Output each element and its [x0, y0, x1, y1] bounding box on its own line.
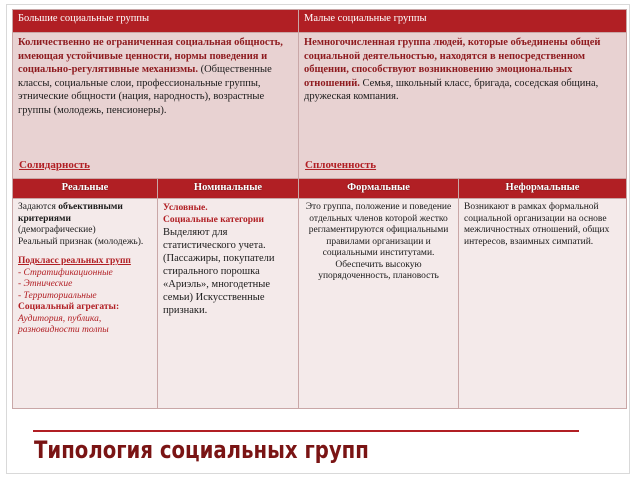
header-large-groups: Большие социальные группы: [13, 10, 299, 33]
real-item: - Территориальные: [18, 290, 97, 301]
real-line1: Задаются: [18, 202, 59, 212]
real-groups-cell: [13, 199, 158, 409]
large-definition-examples: (Общественные классы, социальные слои, профессиональные группы, этнические общности (нация, народность), возрастные группы (молодежь, пенсионеры).: [18, 64, 272, 116]
real-aggregates: Социальный агрегаты:: [18, 302, 120, 312]
typology-table: [12, 9, 627, 409]
real-line2: (демографические): [18, 225, 96, 235]
informal-groups-cell: Возникают в рамках формальной социальной организации на основе межличностных отношений, общих интересов, взаимных симпатий.: [459, 199, 627, 409]
details-row: [13, 199, 627, 409]
nominal-red1: Условные.: [163, 203, 208, 213]
real-line3: Реальный признак (молодежь).: [18, 236, 144, 247]
real-item: - Стратификационные: [18, 267, 113, 278]
type-real: Реальные: [13, 179, 158, 199]
small-definition-bold: Немногочисленная группа людей, которые объединены общей социальной деятельностью, находятся в непосредственном общении, способствуют возникновению эмоциональных отношений.: [304, 37, 601, 89]
type-formal: Формальные: [299, 179, 459, 199]
nominal-groups-cell: [158, 199, 299, 409]
real-subclass: Подкласс реальных групп: [18, 256, 131, 266]
real-item: - Этнические: [18, 279, 73, 289]
large-key-term: Солидарность: [19, 158, 90, 171]
header-small-groups: Малые социальные группы: [299, 10, 627, 33]
large-definition-bold: Количественно не ограниченная социальная общность, имеющая устойчивые ценности, нормы поведения и социально-регулятивные механизмы.: [18, 37, 283, 75]
type-informal: Неформальные: [459, 179, 627, 199]
real-criteria: объективными критериями: [18, 202, 123, 224]
large-groups-definition: [13, 33, 299, 179]
real-aggregates-text: Аудитория, публика, разновидности толпы: [18, 313, 109, 335]
small-definition-examples: Семья, школьный класс, бригада, соседская община, дружеская компания.: [304, 77, 599, 102]
type-nominal: Номинальные: [158, 179, 299, 199]
types-row: [13, 179, 627, 199]
nominal-text: Выделяют для статистического учета. (Пассажиры, покупатели стирального порошка «Ариэль», многодетные семьи) Искусственные признаки.: [163, 227, 275, 316]
nominal-red2: Социальные категории: [163, 215, 265, 225]
header-row: [13, 10, 627, 33]
formal-groups-cell: Это группа, положение и поведение отдельных членов которой жестко регламентируются официальными правилами организации и социальными институтами. Обеспечить высокую упорядоченность, плановость: [299, 199, 459, 409]
slide-title: Типология социальных групп: [34, 436, 369, 464]
small-key-term: Сплоченность: [305, 158, 377, 171]
small-groups-definition: [299, 33, 627, 179]
title-divider: [33, 430, 579, 432]
definitions-row: [13, 33, 627, 179]
